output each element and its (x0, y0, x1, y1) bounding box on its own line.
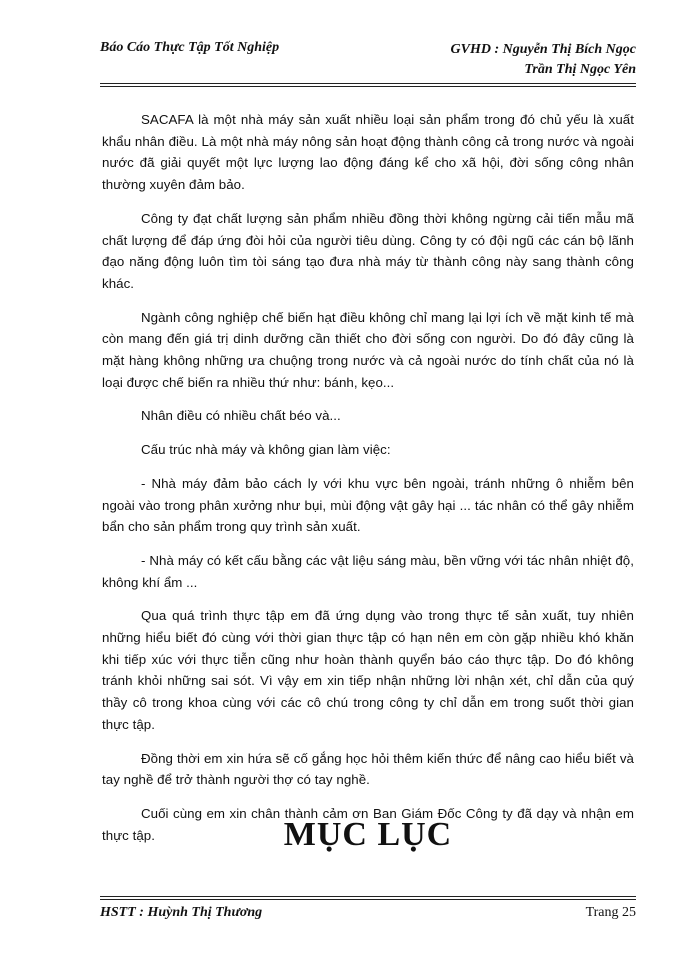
toc-heading: MỤC LỤC (283, 816, 453, 853)
header-report-title: Báo Cáo Thực Tập Tốt Nghiệp (100, 40, 280, 55)
header-advisor-line-2: Trần Thị Ngọc Yên (524, 62, 636, 77)
body-text (102, 109, 634, 858)
header-advisors (451, 40, 637, 80)
footer-rule-thick (100, 899, 636, 900)
header-advisor-line-1: GVHD : Nguyễn Thị Bích Ngọc (450, 42, 636, 57)
paragraph: SACAFA là một nhà máy sản xuất nhiều loại sản phẩm trong đó chủ yếu là xuất khẩu nhân điều. Là một nhà máy nông sản hoạt động thành công cả trong nước và ngoài nước đã giải quyết một lực lượng lao động đáng kể cho xã hội, đời sống công nhân thường xuyên đảm bảo. (102, 112, 634, 193)
footer-student: HSTT : Huỳnh Thị Thương (100, 905, 263, 920)
paragraph: - Nhà máy có kết cấu bằng các vật liệu sáng màu, bền vững với tác nhân nhiệt độ, không khí ẩm ... (102, 552, 634, 590)
paragraph: Cấu trúc nhà máy và không gian làm việc: (141, 442, 391, 458)
footer-rule-thin (100, 896, 636, 897)
paragraph: - Nhà máy đảm bảo cách ly với khu vực bên ngoài, tránh những ô nhiễm bên ngoài vào trong phân xưởng như bụi, mùi động vật gây hại ... tác nhân có thể gây nhiễm bẩn cho sản phẩm trong quy trình sản xuất. (102, 475, 634, 535)
header-rule-thick (100, 83, 636, 84)
header-rule-thin (100, 86, 636, 87)
paragraph: Ngành công nghiệp chế biến hạt điều không chỉ mang lại lợi ích về mặt kinh tế mà còn mang đến giá trị dinh dưỡng cần thiết cho đời sống con người. Do đó đây cũng là mặt hàng không những ưa chuộng trong nước và cả ngoài nước do tính chất của nó là loại được chế biến ra nhiều thứ như: bánh, kẹo... (102, 309, 634, 390)
paragraph: Cuối cùng em xin chân thành cảm ơn Ban Giám Đốc Công ty đã dạy và nhận em thực tập. (102, 805, 634, 843)
paragraph: Nhân điều có nhiều chất béo và... (141, 408, 341, 424)
paragraph: Đồng thời em xin hứa sẽ cố gắng học hỏi thêm kiến thức để nâng cao hiểu biết và tay nghề để trở thành người thợ có tay nghề. (102, 750, 634, 788)
footer-page-number: Trang 25 (585, 905, 636, 920)
paragraph: Công ty đạt chất lượng sản phẩm nhiều đồng thời không ngừng cải tiến mẫu mã chất lượng để đáp ứng đòi hỏi của người tiêu dùng. Công ty có đội ngũ các cán bộ lãnh đạo năng động luôn tìm tòi sáng tạo đưa nhà máy từ thành công này sang thành công khác. (102, 210, 634, 291)
paragraph: Qua quá trình thực tập em đã ứng dụng vào trong thực tế sản xuất, tuy nhiên những hiểu biết đó cùng với thời gian thực tập có hạn nên em còn gặp nhiều khó khăn khi tiếp xúc với thực tiễn cũng như hoàn thành quyển báo cáo thực tập. Do đó không tránh khỏi những sai sót. Vì vậy em xin tiếp nhận những lời nhận xét, chỉ dẫn của quý thầy cô trong khoa cùng với các cô chú trong công ty chỉ dẫn em trong suốt thời gian thực tập. (102, 608, 634, 732)
